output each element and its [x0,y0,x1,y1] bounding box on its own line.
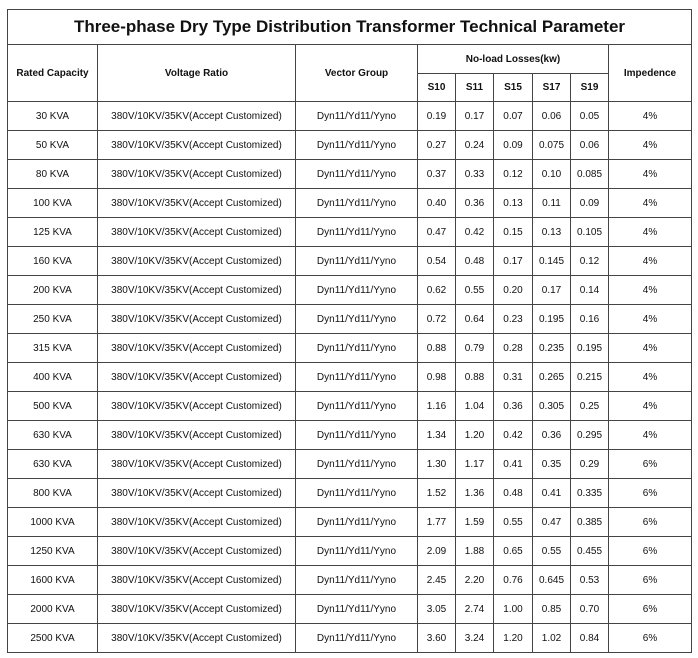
cell-rated-capacity: 315 KVA [8,334,98,363]
cell-s15-loss: 0.48 [494,479,533,508]
table-row [8,218,692,247]
table-row [8,624,692,653]
cell-s15-loss: 0.41 [494,450,533,479]
header-s15: S15 [494,74,533,102]
header-vector-group: Vector Group [296,45,418,102]
cell-s11-loss: 1.04 [456,392,494,421]
cell-s10-loss: 0.54 [418,247,456,276]
cell-voltage-ratio: 380V/10KV/35KV(Accept Customized) [98,131,296,160]
cell-s11-loss: 3.24 [456,624,494,653]
cell-impedence: 4% [609,160,692,189]
cell-voltage-ratio: 380V/10KV/35KV(Accept Customized) [98,421,296,450]
table-row [8,102,692,131]
cell-vector-group: Dyn11/Yd11/Yyno [296,189,418,218]
cell-vector-group: Dyn11/Yd11/Yyno [296,160,418,189]
cell-s19-loss: 0.16 [571,305,609,334]
table-row [8,160,692,189]
cell-s10-loss: 3.05 [418,595,456,624]
cell-vector-group: Dyn11/Yd11/Yyno [296,421,418,450]
cell-s10-loss: 0.72 [418,305,456,334]
cell-rated-capacity: 800 KVA [8,479,98,508]
cell-impedence: 6% [609,479,692,508]
cell-voltage-ratio: 380V/10KV/35KV(Accept Customized) [98,479,296,508]
cell-s17-loss: 0.11 [533,189,571,218]
cell-s11-loss: 0.48 [456,247,494,276]
cell-rated-capacity: 2000 KVA [8,595,98,624]
cell-s11-loss: 1.36 [456,479,494,508]
cell-s19-loss: 0.70 [571,595,609,624]
header-rated-capacity: Rated Capacity [8,45,98,102]
cell-vector-group: Dyn11/Yd11/Yyno [296,392,418,421]
cell-s10-loss: 0.88 [418,334,456,363]
header-no-load-losses: No-load Losses(kw) [418,45,609,74]
table-body [8,102,692,653]
cell-s10-loss: 0.37 [418,160,456,189]
cell-impedence: 4% [609,102,692,131]
cell-s19-loss: 0.29 [571,450,609,479]
cell-s19-loss: 0.05 [571,102,609,131]
cell-vector-group: Dyn11/Yd11/Yyno [296,595,418,624]
table-row [8,392,692,421]
cell-s15-loss: 0.20 [494,276,533,305]
cell-vector-group: Dyn11/Yd11/Yyno [296,334,418,363]
cell-s15-loss: 0.17 [494,247,533,276]
cell-s17-loss: 0.145 [533,247,571,276]
cell-s15-loss: 0.76 [494,566,533,595]
spec-table [7,9,692,653]
table-row [8,276,692,305]
cell-vector-group: Dyn11/Yd11/Yyno [296,131,418,160]
spec-table-container [7,9,691,653]
cell-impedence: 4% [609,218,692,247]
table-row [8,450,692,479]
cell-impedence: 4% [609,392,692,421]
cell-s11-loss: 0.24 [456,131,494,160]
cell-s10-loss: 2.45 [418,566,456,595]
header-s11: S11 [456,74,494,102]
cell-s10-loss: 1.52 [418,479,456,508]
cell-s19-loss: 0.09 [571,189,609,218]
cell-s10-loss: 0.19 [418,102,456,131]
cell-impedence: 6% [609,508,692,537]
cell-s15-loss: 1.00 [494,595,533,624]
cell-s17-loss: 0.235 [533,334,571,363]
table-row [8,537,692,566]
cell-s11-loss: 0.17 [456,102,494,131]
cell-s17-loss: 0.13 [533,218,571,247]
cell-s10-loss: 0.40 [418,189,456,218]
cell-voltage-ratio: 380V/10KV/35KV(Accept Customized) [98,595,296,624]
cell-impedence: 6% [609,537,692,566]
cell-voltage-ratio: 380V/10KV/35KV(Accept Customized) [98,450,296,479]
header-impedence: Impedence [609,45,692,102]
cell-voltage-ratio: 380V/10KV/35KV(Accept Customized) [98,247,296,276]
cell-rated-capacity: 500 KVA [8,392,98,421]
cell-rated-capacity: 630 KVA [8,421,98,450]
cell-s17-loss: 0.645 [533,566,571,595]
cell-voltage-ratio: 380V/10KV/35KV(Accept Customized) [98,305,296,334]
cell-s10-loss: 1.77 [418,508,456,537]
cell-s10-loss: 1.16 [418,392,456,421]
table-row [8,595,692,624]
cell-s19-loss: 0.295 [571,421,609,450]
table-row [8,363,692,392]
cell-impedence: 6% [609,450,692,479]
cell-rated-capacity: 630 KVA [8,450,98,479]
cell-voltage-ratio: 380V/10KV/35KV(Accept Customized) [98,160,296,189]
cell-rated-capacity: 30 KVA [8,102,98,131]
cell-impedence: 4% [609,421,692,450]
cell-vector-group: Dyn11/Yd11/Yyno [296,624,418,653]
cell-s11-loss: 0.88 [456,363,494,392]
cell-rated-capacity: 1000 KVA [8,508,98,537]
cell-s10-loss: 2.09 [418,537,456,566]
cell-voltage-ratio: 380V/10KV/35KV(Accept Customized) [98,508,296,537]
cell-impedence: 6% [609,595,692,624]
cell-impedence: 4% [609,131,692,160]
cell-vector-group: Dyn11/Yd11/Yyno [296,363,418,392]
cell-s11-loss: 1.88 [456,537,494,566]
cell-s17-loss: 0.35 [533,450,571,479]
cell-s17-loss: 1.02 [533,624,571,653]
cell-s15-loss: 0.15 [494,218,533,247]
cell-s11-loss: 1.20 [456,421,494,450]
cell-rated-capacity: 1600 KVA [8,566,98,595]
cell-impedence: 4% [609,247,692,276]
cell-impedence: 4% [609,189,692,218]
table-row [8,566,692,595]
header-s19: S19 [571,74,609,102]
cell-s15-loss: 0.12 [494,160,533,189]
cell-impedence: 4% [609,276,692,305]
table-title: Three-phase Dry Type Distribution Transformer Technical Parameter [8,10,692,45]
cell-s10-loss: 0.47 [418,218,456,247]
cell-s19-loss: 0.53 [571,566,609,595]
cell-rated-capacity: 160 KVA [8,247,98,276]
cell-s19-loss: 0.455 [571,537,609,566]
cell-voltage-ratio: 380V/10KV/35KV(Accept Customized) [98,566,296,595]
cell-s19-loss: 0.84 [571,624,609,653]
cell-s19-loss: 0.385 [571,508,609,537]
cell-s17-loss: 0.075 [533,131,571,160]
cell-s15-loss: 0.55 [494,508,533,537]
cell-s19-loss: 0.14 [571,276,609,305]
cell-voltage-ratio: 380V/10KV/35KV(Accept Customized) [98,218,296,247]
cell-vector-group: Dyn11/Yd11/Yyno [296,479,418,508]
cell-vector-group: Dyn11/Yd11/Yyno [296,305,418,334]
cell-vector-group: Dyn11/Yd11/Yyno [296,218,418,247]
cell-s11-loss: 0.79 [456,334,494,363]
cell-s19-loss: 0.335 [571,479,609,508]
cell-s11-loss: 0.64 [456,305,494,334]
cell-s11-loss: 0.36 [456,189,494,218]
cell-voltage-ratio: 380V/10KV/35KV(Accept Customized) [98,624,296,653]
cell-voltage-ratio: 380V/10KV/35KV(Accept Customized) [98,102,296,131]
cell-rated-capacity: 200 KVA [8,276,98,305]
cell-rated-capacity: 400 KVA [8,363,98,392]
cell-vector-group: Dyn11/Yd11/Yyno [296,247,418,276]
cell-s10-loss: 0.98 [418,363,456,392]
cell-s15-loss: 0.28 [494,334,533,363]
cell-vector-group: Dyn11/Yd11/Yyno [296,566,418,595]
cell-s15-loss: 0.23 [494,305,533,334]
cell-vector-group: Dyn11/Yd11/Yyno [296,102,418,131]
cell-s17-loss: 0.195 [533,305,571,334]
cell-voltage-ratio: 380V/10KV/35KV(Accept Customized) [98,537,296,566]
cell-voltage-ratio: 380V/10KV/35KV(Accept Customized) [98,334,296,363]
cell-s11-loss: 0.33 [456,160,494,189]
cell-impedence: 4% [609,334,692,363]
cell-rated-capacity: 125 KVA [8,218,98,247]
table-row [8,508,692,537]
table-row [8,305,692,334]
cell-s17-loss: 0.10 [533,160,571,189]
cell-s19-loss: 0.085 [571,160,609,189]
cell-s11-loss: 1.17 [456,450,494,479]
cell-s17-loss: 0.17 [533,276,571,305]
cell-s17-loss: 0.41 [533,479,571,508]
header-s10: S10 [418,74,456,102]
cell-voltage-ratio: 380V/10KV/35KV(Accept Customized) [98,363,296,392]
cell-s11-loss: 2.20 [456,566,494,595]
cell-s10-loss: 0.27 [418,131,456,160]
cell-s10-loss: 3.60 [418,624,456,653]
cell-s10-loss: 1.30 [418,450,456,479]
cell-voltage-ratio: 380V/10KV/35KV(Accept Customized) [98,189,296,218]
cell-s15-loss: 0.07 [494,102,533,131]
cell-impedence: 4% [609,305,692,334]
table-row [8,189,692,218]
cell-s11-loss: 2.74 [456,595,494,624]
cell-s19-loss: 0.195 [571,334,609,363]
cell-s15-loss: 0.09 [494,131,533,160]
cell-voltage-ratio: 380V/10KV/35KV(Accept Customized) [98,276,296,305]
cell-vector-group: Dyn11/Yd11/Yyno [296,450,418,479]
header-s17: S17 [533,74,571,102]
cell-rated-capacity: 80 KVA [8,160,98,189]
cell-s17-loss: 0.36 [533,421,571,450]
cell-s19-loss: 0.25 [571,392,609,421]
cell-s15-loss: 0.42 [494,421,533,450]
cell-s17-loss: 0.85 [533,595,571,624]
cell-s11-loss: 1.59 [456,508,494,537]
cell-vector-group: Dyn11/Yd11/Yyno [296,508,418,537]
cell-rated-capacity: 50 KVA [8,131,98,160]
table-row [8,131,692,160]
cell-voltage-ratio: 380V/10KV/35KV(Accept Customized) [98,392,296,421]
cell-s17-loss: 0.305 [533,392,571,421]
cell-s10-loss: 0.62 [418,276,456,305]
cell-s10-loss: 1.34 [418,421,456,450]
cell-rated-capacity: 250 KVA [8,305,98,334]
cell-vector-group: Dyn11/Yd11/Yyno [296,537,418,566]
cell-s19-loss: 0.105 [571,218,609,247]
cell-s17-loss: 0.06 [533,102,571,131]
cell-rated-capacity: 100 KVA [8,189,98,218]
cell-s17-loss: 0.55 [533,537,571,566]
cell-s19-loss: 0.215 [571,363,609,392]
cell-impedence: 6% [609,566,692,595]
header-voltage-ratio: Voltage Ratio [98,45,296,102]
cell-s19-loss: 0.12 [571,247,609,276]
cell-s19-loss: 0.06 [571,131,609,160]
cell-s17-loss: 0.47 [533,508,571,537]
cell-s15-loss: 1.20 [494,624,533,653]
table-row [8,479,692,508]
cell-s17-loss: 0.265 [533,363,571,392]
cell-s15-loss: 0.36 [494,392,533,421]
cell-impedence: 4% [609,363,692,392]
table-row [8,334,692,363]
cell-vector-group: Dyn11/Yd11/Yyno [296,276,418,305]
table-row [8,247,692,276]
cell-impedence: 6% [609,624,692,653]
cell-s15-loss: 0.31 [494,363,533,392]
cell-s11-loss: 0.55 [456,276,494,305]
cell-rated-capacity: 1250 KVA [8,537,98,566]
table-row [8,421,692,450]
cell-s15-loss: 0.13 [494,189,533,218]
cell-s11-loss: 0.42 [456,218,494,247]
cell-rated-capacity: 2500 KVA [8,624,98,653]
cell-s15-loss: 0.65 [494,537,533,566]
